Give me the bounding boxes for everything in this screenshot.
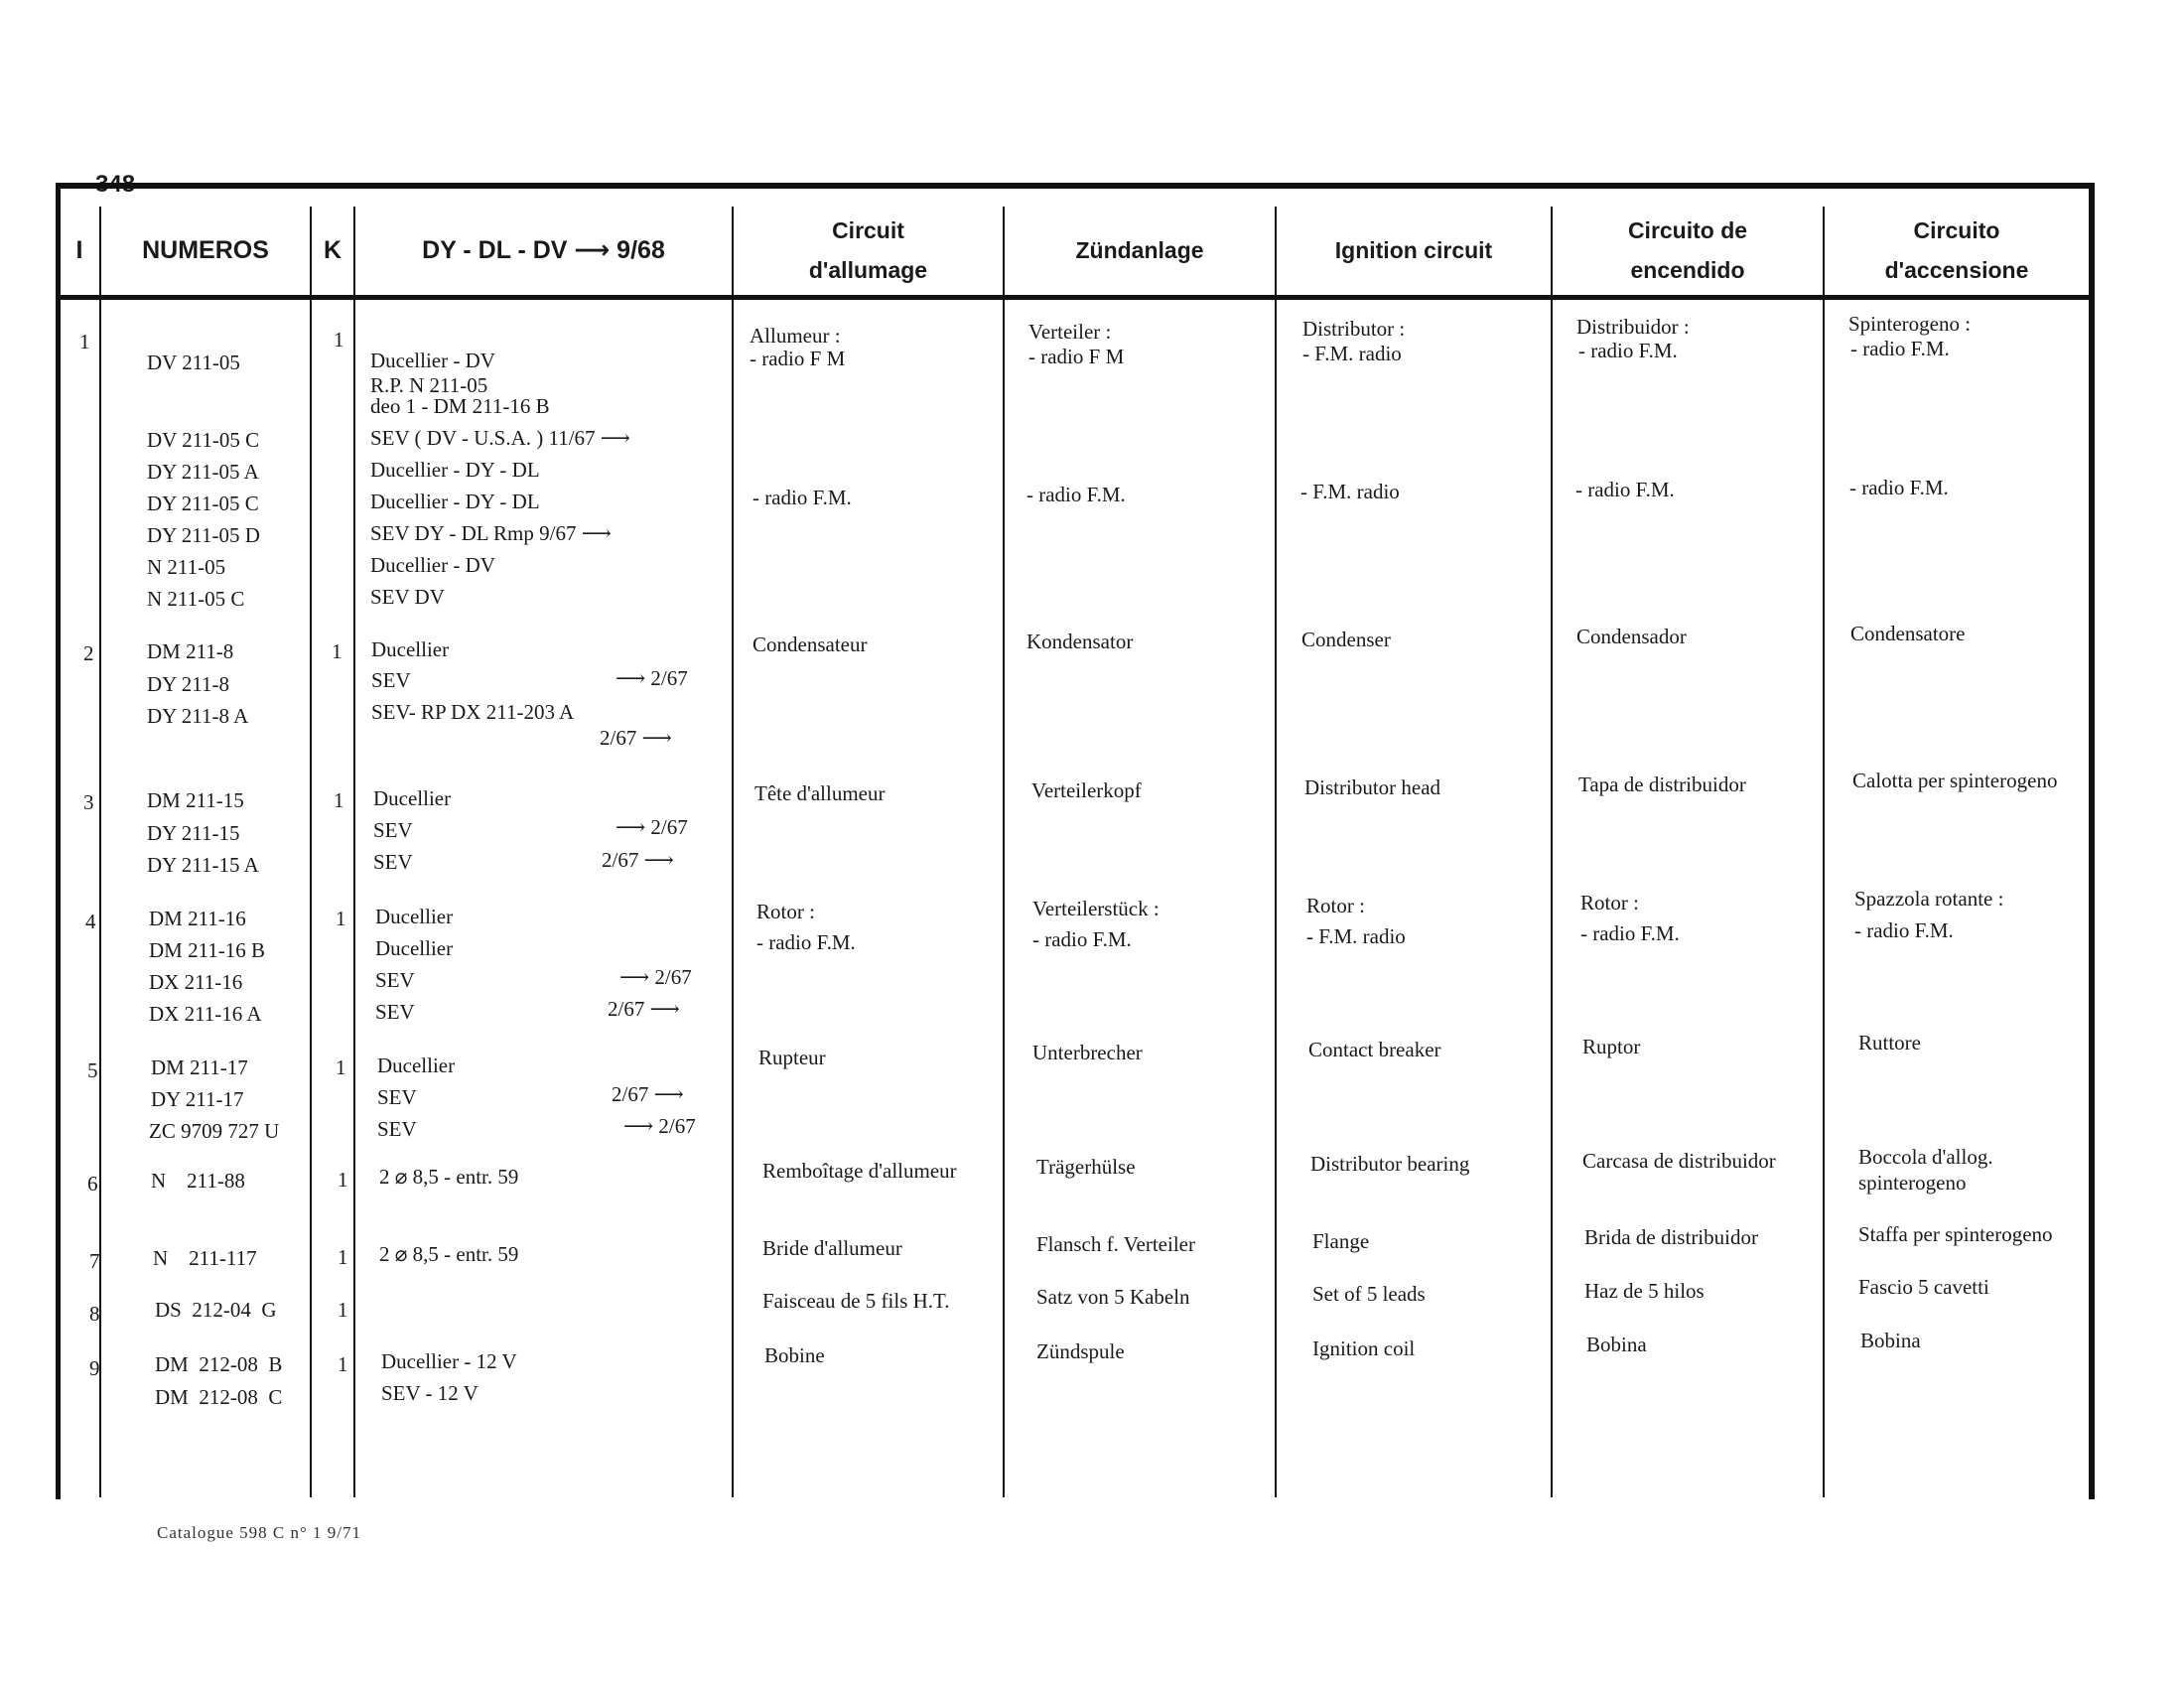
part-number: DY 211-17: [151, 1087, 244, 1111]
german-term: Flansch f. Verteiler: [1036, 1232, 1195, 1256]
col-divider: [1275, 207, 1277, 1497]
part-description: SEV - 12 V: [381, 1381, 478, 1405]
french-term: Faisceau de 5 fils H.T.: [762, 1289, 950, 1313]
part-number: DM 211-16 B: [149, 938, 266, 962]
header-model-range: DY - DL - DV ⟶ 9/68: [422, 236, 665, 264]
col-divider: [310, 207, 312, 1497]
italian-term: Spinterogeno :: [1848, 312, 1972, 336]
english-term: Condenser: [1301, 628, 1391, 651]
english-term: Flange: [1312, 1229, 1370, 1253]
german-term: Verteiler :: [1028, 320, 1112, 344]
part-number: N 211-117: [153, 1246, 257, 1270]
spanish-term: - radio F.M.: [1578, 339, 1678, 362]
part-number: N 211-88: [151, 1169, 245, 1193]
part-description: ⟶ 2/67: [615, 666, 688, 690]
part-description: Ducellier: [375, 905, 454, 928]
col-divider: [732, 207, 734, 1497]
part-description: 2/67 ⟶: [600, 726, 672, 750]
spanish-term: Distribuidor :: [1576, 315, 1690, 339]
header-rule: [56, 295, 2095, 300]
row-index: 7: [89, 1249, 100, 1273]
row-index: 9: [89, 1356, 100, 1380]
part-description: ⟶ 2/67: [623, 1114, 696, 1138]
part-number: DY 211-05 C: [147, 492, 259, 515]
german-term: - radio F M: [1028, 345, 1125, 368]
header-index: I: [75, 236, 83, 264]
italian-term: - radio F.M.: [1854, 918, 1954, 942]
part-description: deo 1 - DM 211-16 B: [370, 394, 550, 418]
spanish-term: Rotor :: [1580, 891, 1639, 914]
part-number: N 211-05 C: [147, 587, 245, 611]
spanish-term: Ruptor: [1582, 1035, 1641, 1058]
row-index: 2: [83, 641, 94, 665]
german-term: - radio F.M.: [1026, 483, 1126, 506]
italian-term: - radio F.M.: [1850, 337, 1950, 360]
row-k: 1: [336, 907, 346, 930]
part-number: DM 212-08 B: [155, 1352, 283, 1376]
german-term: - radio F.M.: [1032, 927, 1132, 951]
english-term: Ignition coil: [1312, 1336, 1416, 1360]
part-number: DY 211-8 A: [147, 704, 249, 728]
part-description: Ducellier: [373, 786, 452, 810]
italian-term: Staffa per spinterogeno: [1858, 1222, 2053, 1246]
spanish-term: Haz de 5 hilos: [1584, 1279, 1705, 1303]
part-description: Ducellier - DY - DL: [370, 458, 540, 482]
english-term: Set of 5 leads: [1312, 1282, 1426, 1306]
english-term: Rotor :: [1306, 894, 1365, 917]
part-description: Ducellier: [377, 1054, 456, 1077]
italian-term: - radio F.M.: [1849, 476, 1949, 499]
part-description: SEV: [373, 818, 413, 842]
french-term: Rotor :: [756, 900, 815, 923]
row-k: 1: [332, 639, 342, 663]
header-german: Zündanlage: [1075, 237, 1204, 263]
italian-term: Condensatore: [1850, 622, 1966, 645]
part-number: DY 211-15 A: [147, 853, 259, 877]
german-term: Verteilerkopf: [1031, 778, 1142, 802]
part-description: SEV: [373, 850, 413, 874]
part-description: ⟶ 2/67: [615, 815, 688, 839]
english-term: Distributor :: [1302, 317, 1406, 341]
part-description: 2/67 ⟶: [602, 848, 674, 872]
row-index: 5: [87, 1058, 98, 1082]
part-number: DM 211-8: [147, 639, 234, 663]
part-description: SEV: [375, 1000, 415, 1024]
french-term: Bobine: [764, 1343, 825, 1367]
row-k: 1: [334, 788, 344, 812]
row-index: 1: [79, 330, 90, 353]
part-number: DM 211-15: [147, 788, 244, 812]
header-english: Ignition circuit: [1334, 237, 1493, 263]
col-divider: [1551, 207, 1553, 1497]
english-term: Contact breaker: [1308, 1038, 1441, 1061]
part-description: SEV- RP DX 211-203 A: [371, 700, 575, 724]
header-italian: Circuito d'accensione: [1884, 217, 2029, 283]
row-index: 3: [83, 790, 94, 814]
french-term: Tête d'allumeur: [754, 781, 886, 805]
french-term: Remboîtage d'allumeur: [762, 1159, 957, 1183]
spanish-term: Tapa de distribuidor: [1578, 773, 1746, 796]
part-description: Ducellier - DV: [370, 349, 495, 372]
part-description: 2 ⌀ 8,5 - entr. 59: [379, 1165, 519, 1189]
part-description: SEV: [375, 968, 415, 992]
part-description: ⟶ 2/67: [619, 965, 692, 989]
part-description: Ducellier - 12 V: [381, 1349, 517, 1373]
italian-term: Spazzola rotante :: [1854, 887, 2004, 911]
page-number: 348: [95, 171, 136, 198]
part-description: SEV DV: [370, 585, 445, 609]
french-term: - radio F.M.: [752, 486, 852, 509]
italian-term: Fascio 5 cavetti: [1858, 1275, 1989, 1299]
part-description: Ducellier: [371, 637, 450, 661]
part-description: Ducellier - DV: [370, 553, 495, 577]
part-description: Ducellier: [375, 936, 454, 960]
row-index: 6: [87, 1172, 98, 1196]
italian-term: Boccola d'allog.: [1858, 1145, 1993, 1169]
row-k: 1: [338, 1298, 348, 1322]
spanish-term: Brida de distribuidor: [1584, 1225, 1758, 1249]
english-term: - F.M. radio: [1302, 342, 1402, 365]
german-term: Satz von 5 Kabeln: [1036, 1285, 1190, 1309]
italian-term: spinterogeno: [1858, 1171, 1967, 1195]
spanish-term: Condensador: [1576, 625, 1687, 648]
part-description: R.P. N 211-05: [370, 373, 488, 397]
row-index: 8: [89, 1302, 100, 1326]
french-term: - radio F.M.: [756, 930, 856, 954]
english-term: - F.M. radio: [1300, 480, 1400, 503]
part-number: DS 212-04 G: [155, 1298, 277, 1322]
italian-term: Calotta per spinterogeno: [1852, 769, 2058, 792]
german-term: Kondensator: [1026, 630, 1134, 653]
french-term: Condensateur: [752, 633, 868, 656]
spanish-term: - radio F.M.: [1580, 921, 1680, 945]
french-term: Allumeur :: [750, 324, 841, 348]
part-number: DX 211-16: [149, 970, 243, 994]
part-number: DX 211-16 A: [149, 1002, 262, 1026]
header-numeros: NUMEROS: [142, 236, 269, 264]
italian-term: Bobina: [1860, 1329, 1921, 1352]
part-number: DV 211-05 C: [147, 428, 260, 452]
col-divider: [353, 207, 355, 1497]
header-spanish: Circuito de encendido: [1627, 217, 1748, 283]
italian-term: Ruttore: [1858, 1031, 1921, 1055]
part-description: 2/67 ⟶: [612, 1082, 684, 1106]
col-divider: [1823, 207, 1825, 1497]
german-term: Verteilerstück :: [1032, 897, 1160, 920]
part-number: DV 211-05: [147, 351, 240, 374]
part-description: 2/67 ⟶: [608, 997, 680, 1021]
part-number: DM 211-17: [151, 1055, 248, 1079]
row-k: 1: [336, 1055, 346, 1079]
part-description: SEV: [377, 1117, 417, 1141]
row-k: 1: [334, 328, 344, 352]
french-term: - radio F M: [750, 347, 846, 370]
spanish-term: Bobina: [1586, 1333, 1647, 1356]
col-divider: [1003, 207, 1005, 1497]
part-number: N 211-05: [147, 555, 226, 579]
part-number: DY 211-05 A: [147, 460, 259, 484]
english-term: Distributor head: [1304, 775, 1441, 799]
german-term: Zündspule: [1036, 1339, 1125, 1363]
part-number: DM 212-08 C: [155, 1385, 283, 1409]
part-description: SEV DY - DL Rmp 9/67 ⟶: [370, 521, 612, 545]
spanish-term: Carcasa de distribuidor: [1582, 1149, 1776, 1173]
part-number: DM 211-16: [149, 907, 246, 930]
french-term: Bride d'allumeur: [762, 1236, 902, 1260]
spanish-term: - radio F.M.: [1575, 478, 1675, 501]
row-index: 4: [85, 910, 96, 933]
row-k: 1: [338, 1352, 348, 1376]
english-term: - F.M. radio: [1306, 924, 1406, 948]
header-k: K: [323, 236, 342, 264]
part-description: SEV: [371, 668, 411, 692]
part-number: DY 211-15: [147, 821, 240, 845]
catalogue-footer: Catalogue 598 C n° 1 9/71: [157, 1523, 362, 1542]
part-number: DY 211-8: [147, 672, 230, 696]
part-number: ZC 9709 727 U: [149, 1119, 280, 1143]
row-k: 1: [338, 1168, 348, 1192]
french-term: Rupteur: [758, 1046, 826, 1069]
part-description: SEV: [377, 1085, 417, 1109]
part-description: SEV ( DV - U.S.A. ) 11/67 ⟶: [370, 426, 630, 450]
english-term: Distributor bearing: [1310, 1152, 1470, 1176]
row-k: 1: [338, 1245, 348, 1269]
part-description: Ducellier - DY - DL: [370, 490, 540, 513]
german-term: Trägerhülse: [1036, 1155, 1136, 1179]
part-number: DY 211-05 D: [147, 523, 260, 547]
part-description: 2 ⌀ 8,5 - entr. 59: [379, 1242, 519, 1266]
german-term: Unterbrecher: [1032, 1041, 1143, 1064]
header-french: Circuit d'allumage: [808, 217, 928, 283]
